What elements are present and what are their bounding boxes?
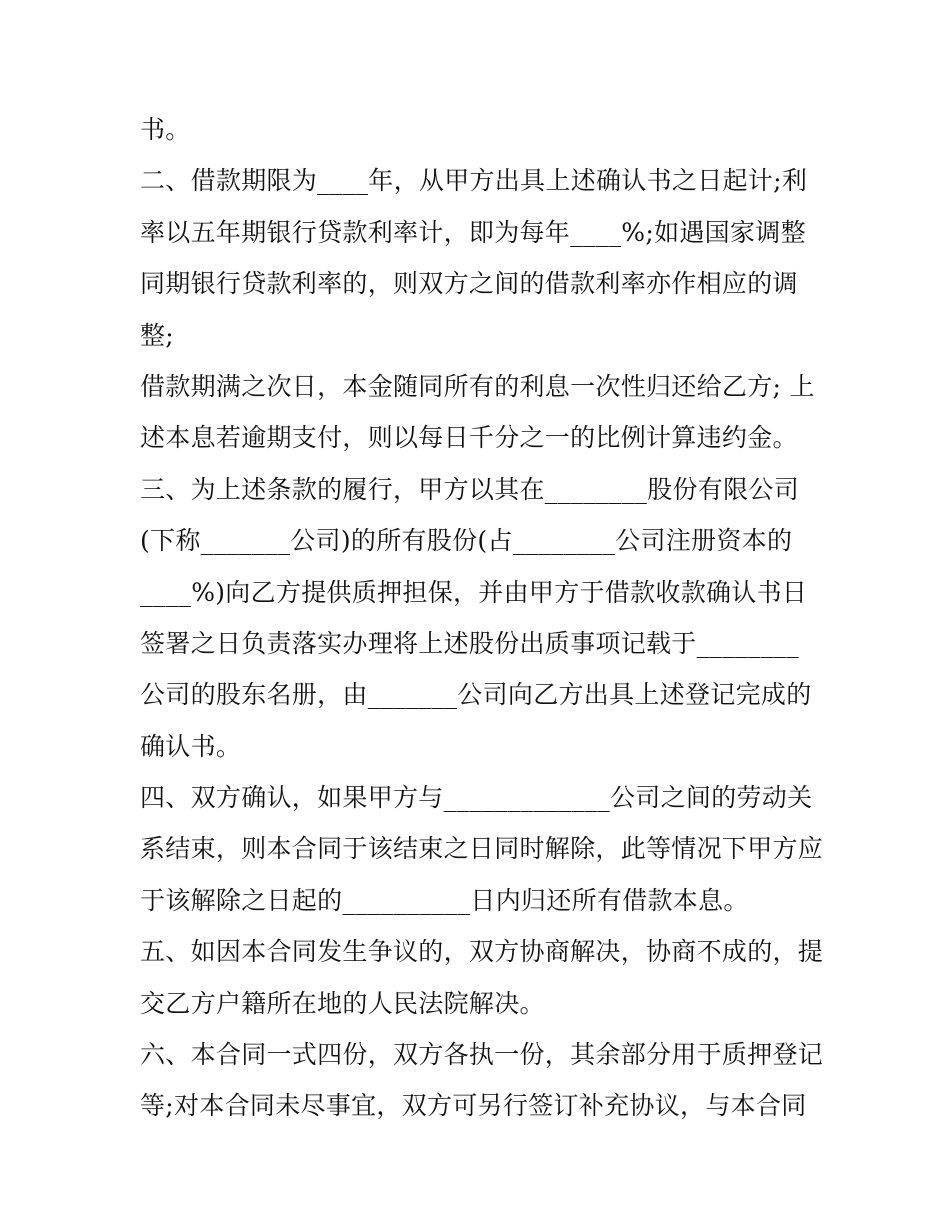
text-line: 确认书。 <box>140 731 242 761</box>
text-line: ____%)向乙方提供质押担保，并由甲方于借款收款确认书日 <box>140 577 808 607</box>
text-line: 同期银行贷款利率的，则双方之间的借款利率亦作相应的调 <box>140 269 798 299</box>
contract-text-block <box>140 104 830 1132</box>
text-line: 系结束，则本合同于该结束之日同时解除，此等情况下甲方应 <box>140 834 824 864</box>
text-line: 交乙方户籍所在地的人民法院解决。 <box>140 988 545 1018</box>
text-line: 整; <box>140 320 175 350</box>
text-line: 签署之日负责落实办理将上述股份出质事项记载于________ <box>140 628 800 658</box>
text-line: 三、为上述条款的履行，甲方以其在________股份有限公司 <box>140 474 800 504</box>
text-line: 借款期满之次日，本金随同所有的利息一次性归还给乙方; 上 <box>140 371 815 401</box>
text-line: (下称_______公司)的所有股份(占________公司注册资本的 <box>140 526 793 556</box>
text-line: 等;对本合同未尽事宜，双方可另行签订补充协议，与本合同 <box>140 1091 807 1121</box>
text-line: 率以五年期银行贷款利率计，即为每年____%;如遇国家调整 <box>140 217 806 247</box>
text-line: 二、借款期限为____年，从甲方出具上述确认书之日起计;利 <box>140 166 808 196</box>
text-line: 述本息若逾期支付，则以每日千分之一的比例计算违约金。 <box>140 423 798 453</box>
text-line: 书。 <box>140 115 191 144</box>
text-line: 公司的股东名册，由_______公司向乙方出具上述登记完成的 <box>140 680 812 710</box>
text-line: 四、双方确认，如果甲方与_____________公司之间的劳动关 <box>140 783 813 813</box>
text-line: 六、本合同一式四份，双方各执一份，其余部分用于质押登记 <box>140 1040 824 1070</box>
text-line: 五、如因本合同发生争议的，双方协商解决，协商不成的，提 <box>140 937 824 967</box>
text-line: 于该解除之日起的__________日内归还所有借款本息。 <box>140 885 749 915</box>
